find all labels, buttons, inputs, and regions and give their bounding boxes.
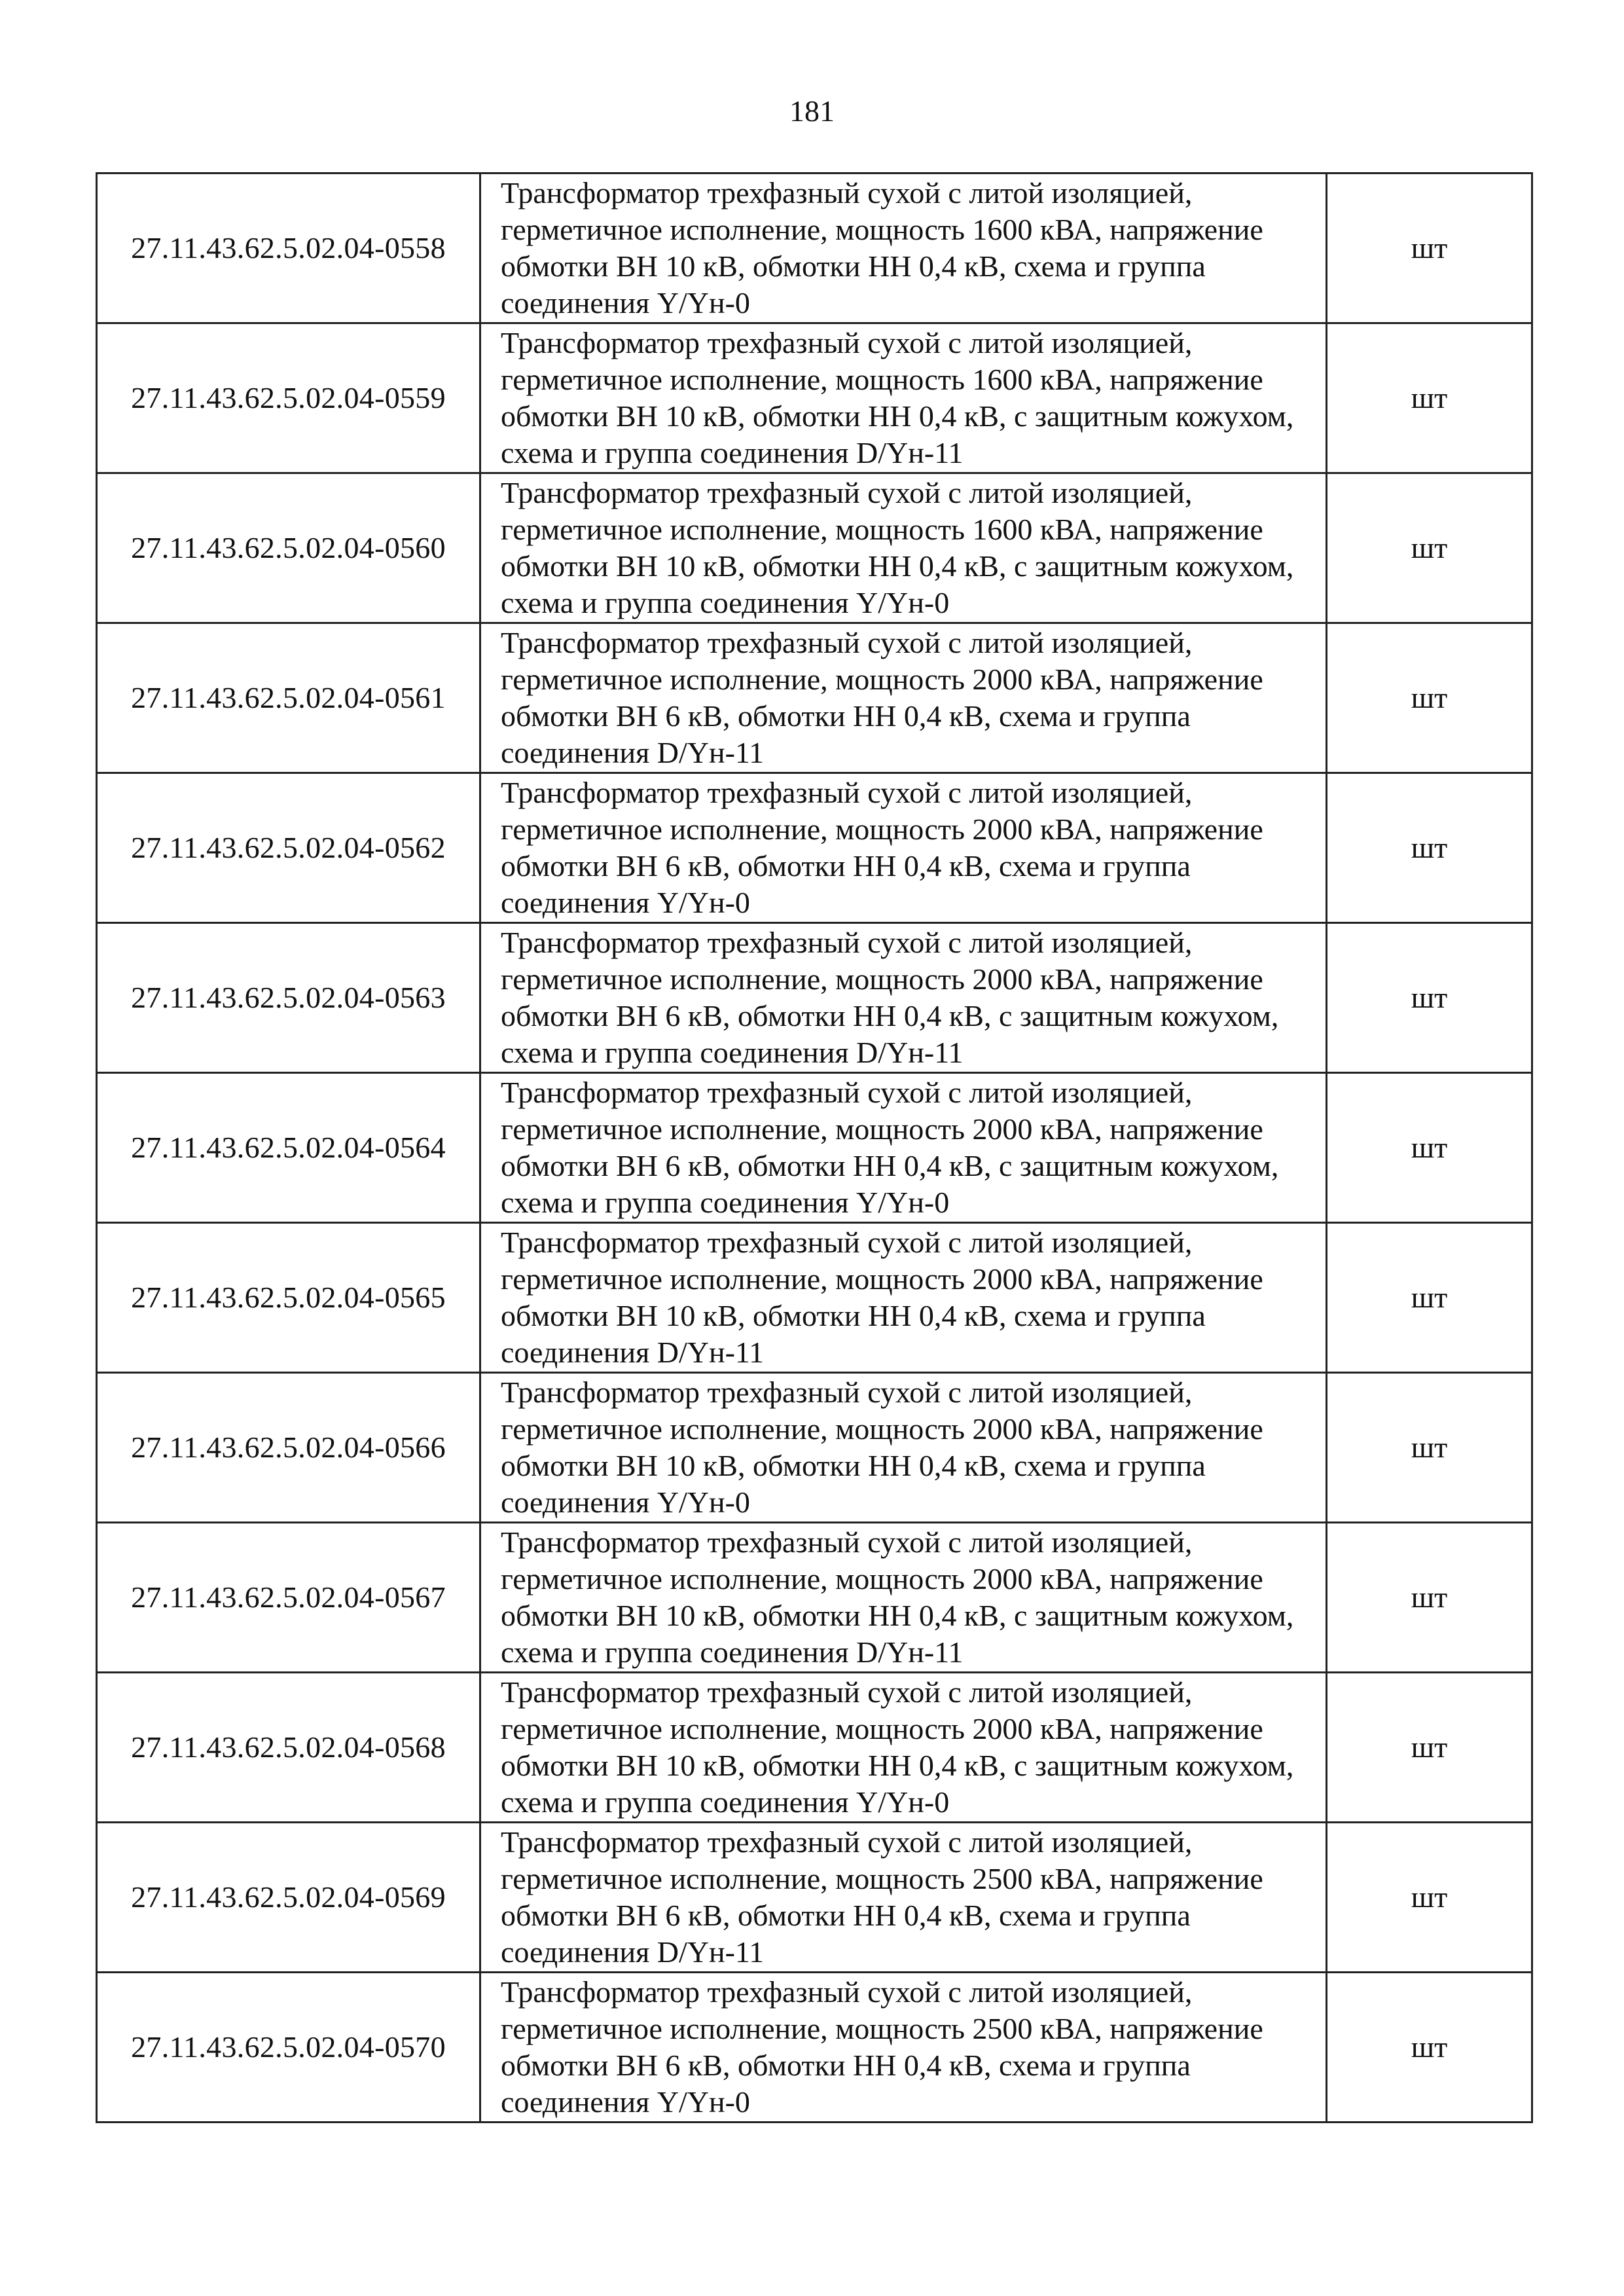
resource-description: Трансформатор трехфазный сухой с литой изоляцией, герметичное исполнение, мощность 2000 кВА, напряжение обмотки ВН 6 кВ, обмотки НН 0,4 кВ, с защитным кожухом, схема и группа соединения D/Yн-11: [480, 923, 1327, 1073]
resource-description: Трансформатор трехфазный сухой с литой изоляцией, герметичное исполнение, мощность 2500 кВА, напряжение обмотки ВН 6 кВ, обмотки НН 0,4 кВ, схема и группа соединения D/Yн-11: [480, 1823, 1327, 1973]
resource-description: Трансформатор трехфазный сухой с литой изоляцией, герметичное исполнение, мощность 1600 кВА, напряжение обмотки ВН 10 кВ, обмотки НН 0,4 кВ, схема и группа соединения Y/Yн-0: [480, 173, 1327, 323]
resource-description: Трансформатор трехфазный сухой с литой изоляцией, герметичное исполнение, мощность 2000 кВА, напряжение обмотки ВН 10 кВ, обмотки НН 0,4 кВ, схема и группа соединения D/Yн-11: [480, 1223, 1327, 1373]
table-row: [97, 323, 1532, 473]
resource-code: 27.11.43.62.5.02.04-0567: [97, 1523, 480, 1673]
table-row: [97, 1673, 1532, 1823]
unit-of-measure: шт: [1327, 473, 1532, 623]
table-row: [97, 1223, 1532, 1373]
resource-description: Трансформатор трехфазный сухой с литой изоляцией, герметичное исполнение, мощность 1600 кВА, напряжение обмотки ВН 10 кВ, обмотки НН 0,4 кВ, с защитным кожухом, схема и группа соединения Y/Yн-0: [480, 473, 1327, 623]
resource-code: 27.11.43.62.5.02.04-0569: [97, 1823, 480, 1973]
resource-description: Трансформатор трехфазный сухой с литой изоляцией, герметичное исполнение, мощность 2000 кВА, напряжение обмотки ВН 10 кВ, обмотки НН 0,4 кВ, схема и группа соединения Y/Yн-0: [480, 1373, 1327, 1523]
resource-code: 27.11.43.62.5.02.04-0563: [97, 923, 480, 1073]
resource-description: Трансформатор трехфазный сухой с литой изоляцией, герметичное исполнение, мощность 2000 кВА, напряжение обмотки ВН 6 кВ, обмотки НН 0,4 кВ, схема и группа соединения Y/Yн-0: [480, 773, 1327, 923]
table-row: [97, 1373, 1532, 1523]
resource-description: Трансформатор трехфазный сухой с литой изоляцией, герметичное исполнение, мощность 2000 кВА, напряжение обмотки ВН 10 кВ, обмотки НН 0,4 кВ, с защитным кожухом, схема и группа соединения D/Yн-11: [480, 1523, 1327, 1673]
unit-of-measure: шт: [1327, 173, 1532, 323]
page-number: 181: [789, 94, 835, 128]
unit-of-measure: шт: [1327, 623, 1532, 773]
unit-of-measure: шт: [1327, 923, 1532, 1073]
resource-description: Трансформатор трехфазный сухой с литой изоляцией, герметичное исполнение, мощность 2000 кВА, напряжение обмотки ВН 6 кВ, обмотки НН 0,4 кВ, с защитным кожухом, схема и группа соединения Y/Yн-0: [480, 1073, 1327, 1223]
resource-code: 27.11.43.62.5.02.04-0558: [97, 173, 480, 323]
unit-of-measure: шт: [1327, 1223, 1532, 1373]
resource-description: Трансформатор трехфазный сухой с литой изоляцией, герметичное исполнение, мощность 2000 кВА, напряжение обмотки ВН 10 кВ, обмотки НН 0,4 кВ, с защитным кожухом, схема и группа соединения Y/Yн-0: [480, 1673, 1327, 1823]
table-row: [97, 473, 1532, 623]
unit-of-measure: шт: [1327, 1973, 1532, 2123]
unit-of-measure: шт: [1327, 1523, 1532, 1673]
resource-description: Трансформатор трехфазный сухой с литой изоляцией, герметичное исполнение, мощность 2500 кВА, напряжение обмотки ВН 6 кВ, обмотки НН 0,4 кВ, схема и группа соединения Y/Yн-0: [480, 1973, 1327, 2123]
resource-table-body: [97, 173, 1532, 2123]
table-row: [97, 1523, 1532, 1673]
unit-of-measure: шт: [1327, 323, 1532, 473]
unit-of-measure: шт: [1327, 773, 1532, 923]
table-row: [97, 1823, 1532, 1973]
resource-code: 27.11.43.62.5.02.04-0562: [97, 773, 480, 923]
table-row: [97, 623, 1532, 773]
resource-description: Трансформатор трехфазный сухой с литой изоляцией, герметичное исполнение, мощность 2000 кВА, напряжение обмотки ВН 6 кВ, обмотки НН 0,4 кВ, схема и группа соединения D/Yн-11: [480, 623, 1327, 773]
resource-code: 27.11.43.62.5.02.04-0559: [97, 323, 480, 473]
resource-code: 27.11.43.62.5.02.04-0570: [97, 1973, 480, 2123]
unit-of-measure: шт: [1327, 1373, 1532, 1523]
resource-code: 27.11.43.62.5.02.04-0561: [97, 623, 480, 773]
table-row: [97, 1973, 1532, 2123]
table-row: [97, 923, 1532, 1073]
unit-of-measure: шт: [1327, 1673, 1532, 1823]
resource-code: 27.11.43.62.5.02.04-0566: [97, 1373, 480, 1523]
unit-of-measure: шт: [1327, 1823, 1532, 1973]
resource-description: Трансформатор трехфазный сухой с литой изоляцией, герметичное исполнение, мощность 1600 кВА, напряжение обмотки ВН 10 кВ, обмотки НН 0,4 кВ, с защитным кожухом, схема и группа соединения D/Yн-11: [480, 323, 1327, 473]
resource-code: 27.11.43.62.5.02.04-0565: [97, 1223, 480, 1373]
unit-of-measure: шт: [1327, 1073, 1532, 1223]
table-row: [97, 1073, 1532, 1223]
resource-code: 27.11.43.62.5.02.04-0560: [97, 473, 480, 623]
table-row: [97, 773, 1532, 923]
resource-code: 27.11.43.62.5.02.04-0568: [97, 1673, 480, 1823]
resource-table: [96, 172, 1533, 2123]
table-row: [97, 173, 1532, 323]
resource-code: 27.11.43.62.5.02.04-0564: [97, 1073, 480, 1223]
